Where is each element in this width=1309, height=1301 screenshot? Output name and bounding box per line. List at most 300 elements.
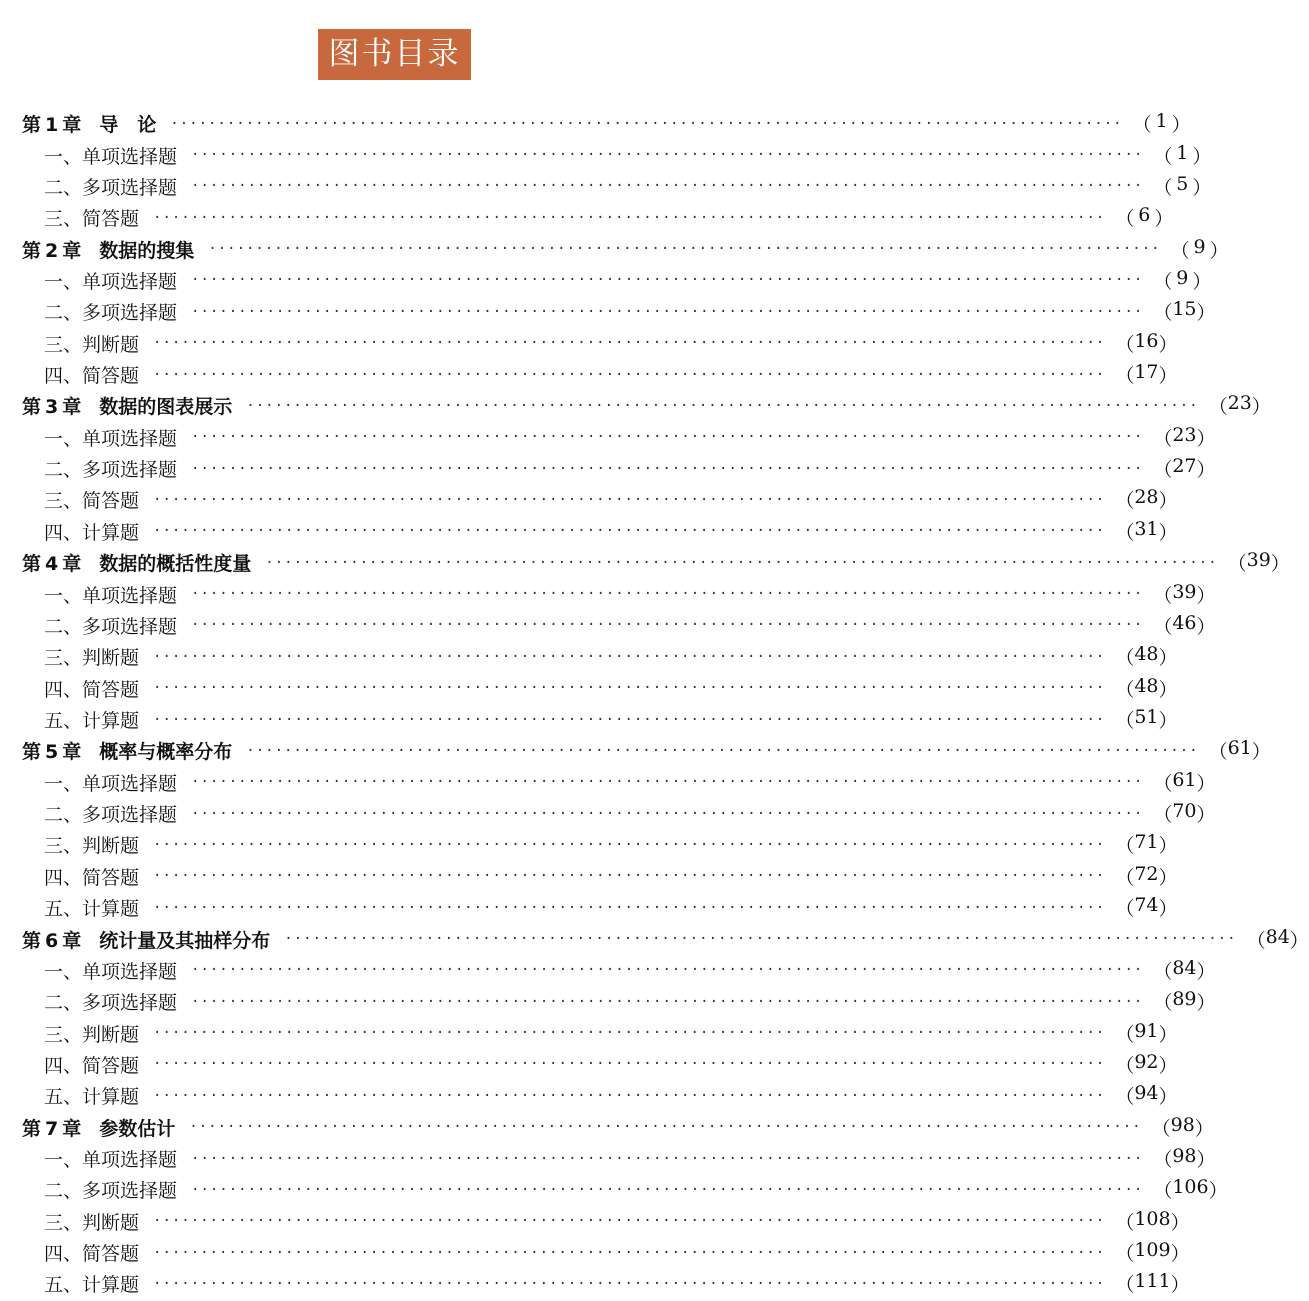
section-label xyxy=(44,643,139,670)
page-number-value: 70 xyxy=(1172,800,1197,823)
dot-leader: ····································································································· xyxy=(208,241,1161,258)
section-title: 五、计算题 xyxy=(44,1086,140,1109)
section-label xyxy=(44,612,177,639)
section-title: 二、多项选择题 xyxy=(44,176,178,199)
page-number xyxy=(1115,1051,1177,1078)
section-title: 五、计算题 xyxy=(44,710,140,732)
toc-chapter-row xyxy=(22,547,1290,578)
dot-leader: ····································································································· xyxy=(191,460,1144,477)
paren-close: ） xyxy=(1196,584,1216,607)
paren-close: ） xyxy=(1208,1180,1228,1203)
dot-leader: ····································································································· xyxy=(191,303,1144,320)
dot-leader: ····································································································· xyxy=(191,1150,1144,1167)
page-number xyxy=(1153,800,1215,827)
paren-open: （ xyxy=(1115,647,1135,670)
page-number-value: 89 xyxy=(1172,988,1197,1011)
section-title: 一、单项选择题 xyxy=(44,960,178,983)
page-number-value: 98 xyxy=(1172,1145,1197,1168)
toc-section-row xyxy=(22,422,1216,453)
page-number-value: 92 xyxy=(1134,1050,1159,1073)
toc-chapter-row xyxy=(22,1112,1214,1143)
toc-section-row xyxy=(22,798,1216,829)
chapter-title: 统计量及其抽样分布 xyxy=(99,929,271,952)
page-number-value: 74 xyxy=(1134,894,1159,917)
toc-chapter-row xyxy=(22,735,1271,766)
paren-close: ） xyxy=(1196,302,1216,325)
chapter-title: 数据的概括性度量 xyxy=(99,553,252,576)
page-number xyxy=(1115,330,1177,357)
paren-open: （ xyxy=(1153,960,1173,983)
dot-leader: ····································································································· xyxy=(189,1119,1142,1136)
section-label xyxy=(44,330,139,357)
toc-section-row xyxy=(22,892,1178,923)
paren-close: ） xyxy=(1158,1023,1178,1046)
dot-leader: ····································································································· xyxy=(153,680,1106,697)
section-label xyxy=(44,361,139,388)
section-title: 三、简答题 xyxy=(44,490,140,513)
page-number xyxy=(1115,894,1177,921)
section-title: 三、判断题 xyxy=(44,647,140,670)
page-number xyxy=(1115,1020,1177,1047)
page-number xyxy=(1115,518,1177,545)
chapter-prefix: 第 xyxy=(22,114,42,137)
chapter-number: 6 xyxy=(45,929,59,952)
page-number xyxy=(1133,110,1191,137)
paren-close: ） xyxy=(1170,1243,1190,1266)
page-number-value: 48 xyxy=(1134,674,1159,697)
section-title: 四、计算题 xyxy=(44,521,140,544)
paren-open: （ xyxy=(1170,239,1190,262)
chapter-suffix: 章 xyxy=(62,741,82,764)
paren-open: （ xyxy=(1115,1023,1135,1046)
paren-close: ） xyxy=(1196,804,1216,827)
section-title: 一、单项选择题 xyxy=(44,427,178,450)
page-number xyxy=(1228,549,1290,576)
toc-section-row xyxy=(22,1206,1190,1237)
dot-leader: ····································································································· xyxy=(191,1181,1144,1198)
chapter-title: 导 论 xyxy=(99,114,157,137)
dot-leader: ····································································································· xyxy=(246,397,1199,414)
dot-leader: ····································································································· xyxy=(284,931,1237,948)
paren-open: （ xyxy=(1115,521,1135,544)
section-label xyxy=(44,1051,139,1078)
page-number xyxy=(1115,486,1177,513)
paren-open: （ xyxy=(1115,1054,1135,1077)
paren-open: （ xyxy=(1227,553,1247,576)
toc-section-row xyxy=(22,1049,1178,1080)
toc-section-row xyxy=(22,672,1178,703)
paren-open: （ xyxy=(1208,741,1228,764)
page-number xyxy=(1153,1145,1215,1172)
paren-open: （ xyxy=(1153,804,1173,827)
paren-close: ） xyxy=(1158,898,1178,921)
page-number-value: 106 xyxy=(1172,1176,1209,1199)
page-number xyxy=(1153,957,1215,984)
paren-open: （ xyxy=(1115,866,1135,889)
paren-open: （ xyxy=(1115,678,1135,701)
page-number xyxy=(1153,769,1215,796)
chapter-number: 2 xyxy=(45,239,59,262)
section-title: 三、判断题 xyxy=(44,333,140,356)
page-number xyxy=(1153,581,1215,608)
page-number xyxy=(1153,298,1215,325)
paren-close: ） xyxy=(1209,239,1229,262)
chapter-suffix: 章 xyxy=(62,929,82,952)
toc-list xyxy=(22,108,1309,1300)
section-label xyxy=(44,1020,139,1047)
dot-leader: ····································································································· xyxy=(191,147,1144,164)
paren-open: （ xyxy=(1153,145,1173,168)
section-label xyxy=(44,800,177,827)
page-number xyxy=(1153,142,1211,169)
toc-section-row xyxy=(22,1268,1190,1299)
chapter-title: 数据的搜集 xyxy=(99,239,195,262)
chapter-suffix: 章 xyxy=(62,239,82,262)
toc-section-row xyxy=(22,453,1216,484)
toc-chapter-row xyxy=(22,233,1229,264)
paren-close: ） xyxy=(1158,710,1178,732)
page-number xyxy=(1153,173,1211,200)
toc-chapter-row xyxy=(22,923,1309,954)
page-number-value: 61 xyxy=(1172,768,1197,791)
toc-chapter-row xyxy=(22,390,1271,421)
paren-open: （ xyxy=(1153,302,1173,325)
paren-open: （ xyxy=(1153,459,1173,482)
section-label xyxy=(44,204,139,231)
chapter-prefix: 第 xyxy=(22,239,42,262)
paren-open: （ xyxy=(1115,490,1135,513)
page-number-value: 98 xyxy=(1170,1113,1195,1136)
chapter-number: 4 xyxy=(45,553,59,576)
paren-open: （ xyxy=(1115,1086,1135,1109)
chapter-prefix: 第 xyxy=(22,741,42,764)
page-number-value: 39 xyxy=(1246,549,1271,572)
chapter-number: 5 xyxy=(45,741,59,764)
toc-section-row xyxy=(22,1174,1228,1205)
section-title: 二、多项选择题 xyxy=(44,302,178,325)
chapter-label xyxy=(22,549,251,576)
chapter-suffix: 章 xyxy=(62,114,82,137)
section-label xyxy=(44,455,177,482)
dot-leader: ····································································································· xyxy=(153,836,1106,853)
page-number xyxy=(1153,1176,1227,1203)
section-title: 四、简答题 xyxy=(44,1243,140,1266)
section-label xyxy=(44,831,139,858)
section-title: 四、简答题 xyxy=(44,1054,140,1077)
paren-open: （ xyxy=(1153,1180,1173,1203)
page-number xyxy=(1115,706,1177,733)
section-title: 一、单项选择题 xyxy=(44,584,178,607)
page-number xyxy=(1153,424,1215,451)
dot-leader: ····································································································· xyxy=(191,178,1144,195)
paren-close: ） xyxy=(1158,835,1178,858)
paren-close: ） xyxy=(1251,396,1271,419)
section-title: 二、多项选择题 xyxy=(44,992,178,1015)
page-number xyxy=(1115,1082,1177,1109)
toc-section-row xyxy=(22,641,1178,672)
paren-close: ） xyxy=(1158,1054,1178,1077)
section-label xyxy=(44,863,139,890)
dot-leader: ····································································································· xyxy=(153,335,1106,352)
paren-close: ） xyxy=(1196,459,1216,482)
page-number-value: 23 xyxy=(1172,423,1197,446)
paren-close: ） xyxy=(1251,741,1271,764)
paren-close: ） xyxy=(1196,772,1216,795)
paren-close: ） xyxy=(1196,992,1216,1015)
paren-close: ） xyxy=(1289,929,1309,952)
paren-open: （ xyxy=(1115,1243,1135,1266)
page-number-value: 48 xyxy=(1134,643,1159,666)
dot-leader: ····································································································· xyxy=(170,115,1123,132)
page-number-value: 84 xyxy=(1265,925,1290,948)
page-number xyxy=(1115,204,1173,231)
page-number xyxy=(1153,267,1211,294)
dot-leader: ····································································································· xyxy=(153,1056,1106,1073)
dot-leader: ····································································································· xyxy=(153,1087,1106,1104)
paren-open: （ xyxy=(1153,270,1173,293)
toc-section-row xyxy=(22,1080,1178,1111)
paren-close: ） xyxy=(1192,145,1212,168)
page-number-value: 61 xyxy=(1227,737,1252,760)
section-label xyxy=(44,1239,139,1266)
dot-leader: ····································································································· xyxy=(153,1275,1106,1292)
toc-section-row xyxy=(22,704,1178,735)
dot-leader: ····································································································· xyxy=(153,899,1106,916)
chapter-title: 概率与概率分布 xyxy=(99,741,233,764)
toc-section-row xyxy=(22,767,1216,798)
paren-close: ） xyxy=(1158,521,1178,544)
chapter-label xyxy=(22,737,232,764)
toc-section-row xyxy=(22,328,1178,359)
paren-close: ） xyxy=(1196,615,1216,638)
page-number-value: 91 xyxy=(1134,1019,1159,1042)
page-number xyxy=(1171,236,1229,263)
chapter-suffix: 章 xyxy=(62,553,82,576)
paren-close: ） xyxy=(1158,647,1178,670)
page-number-value: 28 xyxy=(1134,486,1159,509)
chapter-number: 3 xyxy=(45,396,59,419)
dot-leader: ····································································································· xyxy=(153,491,1106,508)
section-label xyxy=(44,1270,139,1297)
section-label xyxy=(44,675,139,702)
paren-close: ） xyxy=(1196,960,1216,983)
section-title: 一、单项选择题 xyxy=(44,1149,178,1172)
page-number-value: 111 xyxy=(1134,1270,1171,1293)
paren-open: （ xyxy=(1153,992,1173,1015)
chapter-label xyxy=(22,926,270,953)
paren-open: （ xyxy=(1153,1149,1173,1172)
section-label xyxy=(44,1208,139,1235)
dot-leader: ····································································································· xyxy=(153,648,1106,665)
dot-leader: ····································································································· xyxy=(191,272,1144,289)
section-label xyxy=(44,988,177,1015)
section-title: 一、单项选择题 xyxy=(44,772,178,795)
page-number-value: 23 xyxy=(1227,392,1252,415)
dot-leader: ····································································································· xyxy=(246,742,1199,759)
chapter-title: 数据的图表展示 xyxy=(99,396,233,419)
dot-leader: ····································································································· xyxy=(191,993,1144,1010)
paren-close: ） xyxy=(1270,553,1290,576)
paren-close: ） xyxy=(1158,333,1178,356)
paren-open: （ xyxy=(1153,615,1173,638)
chapter-label xyxy=(22,110,156,137)
chapter-label xyxy=(22,392,232,419)
toc-section-row xyxy=(22,1017,1178,1048)
section-label xyxy=(44,1082,139,1109)
paren-open: （ xyxy=(1115,1274,1135,1297)
page-number xyxy=(1153,612,1215,639)
section-title: 三、判断题 xyxy=(44,1211,140,1234)
toc-section-row xyxy=(22,484,1178,515)
toc-section-row xyxy=(22,296,1216,327)
toc-section-row xyxy=(22,265,1212,296)
page-number-value: 108 xyxy=(1134,1207,1171,1230)
page-number-value: 72 xyxy=(1134,862,1159,885)
paren-open: （ xyxy=(1115,208,1135,231)
dot-leader: ····································································································· xyxy=(153,1025,1106,1042)
paren-close: ） xyxy=(1158,365,1178,388)
dot-leader: ····································································································· xyxy=(153,209,1106,226)
paren-open: （ xyxy=(1153,772,1173,795)
section-title: 三、判断题 xyxy=(44,835,140,858)
page-number xyxy=(1115,831,1177,858)
chapter-number: 1 xyxy=(45,114,59,137)
section-title: 五、计算题 xyxy=(44,898,140,921)
page-number-value: 6 xyxy=(1138,204,1151,227)
paren-close: ） xyxy=(1158,678,1178,701)
section-label xyxy=(44,518,139,545)
chapter-prefix: 第 xyxy=(22,553,42,576)
dot-leader: ····································································································· xyxy=(153,711,1106,728)
paren-close: ） xyxy=(1196,427,1216,450)
section-label xyxy=(44,298,177,325)
page-number-value: 16 xyxy=(1134,329,1159,352)
paren-open: （ xyxy=(1153,584,1173,607)
page-number xyxy=(1115,643,1177,670)
section-title: 二、多项选择题 xyxy=(44,1180,178,1203)
section-title: 四、简答题 xyxy=(44,365,140,388)
section-label xyxy=(44,957,177,984)
section-title: 二、多项选择题 xyxy=(44,804,178,827)
page-number xyxy=(1209,737,1271,764)
toc-section-row xyxy=(22,610,1216,641)
section-title: 四、简答题 xyxy=(44,678,140,701)
dot-leader: ····································································································· xyxy=(153,868,1106,885)
chapter-label xyxy=(22,1114,175,1141)
page-number-value: 17 xyxy=(1134,361,1159,384)
dot-leader: ····································································································· xyxy=(153,1244,1106,1261)
paren-close: ） xyxy=(1158,490,1178,513)
dot-leader: ····································································································· xyxy=(191,429,1144,446)
section-title: 一、单项选择题 xyxy=(44,145,178,168)
page-number xyxy=(1247,926,1309,953)
page-number-value: 15 xyxy=(1172,298,1197,321)
page-number xyxy=(1153,455,1215,482)
section-label xyxy=(44,769,177,796)
page-number xyxy=(1115,1270,1189,1297)
paren-open: （ xyxy=(1115,835,1135,858)
section-label xyxy=(44,142,177,169)
dot-leader: ····································································································· xyxy=(191,586,1144,603)
chapter-prefix: 第 xyxy=(22,396,42,419)
paren-close: ） xyxy=(1158,866,1178,889)
section-label xyxy=(44,581,177,608)
toc-header-badge: 图书目录 xyxy=(318,29,471,80)
toc-section-row xyxy=(22,1237,1190,1268)
paren-close: ） xyxy=(1170,1274,1190,1297)
chapter-number: 7 xyxy=(45,1117,59,1140)
paren-open: （ xyxy=(1115,365,1135,388)
dot-leader: ····································································································· xyxy=(153,366,1106,383)
toc-section-row xyxy=(22,1143,1216,1174)
section-label xyxy=(44,894,139,921)
toc-chapter-row xyxy=(22,108,1191,139)
page-number-value: 1 xyxy=(1176,141,1189,164)
toc-section-row xyxy=(22,578,1216,609)
paren-close: ） xyxy=(1194,1117,1214,1140)
toc-section-row xyxy=(22,516,1178,547)
page-number-value: 27 xyxy=(1172,455,1197,478)
page-number-value: 9 xyxy=(1193,235,1206,258)
section-label xyxy=(44,1145,177,1172)
paren-open: （ xyxy=(1132,114,1152,137)
page-number-value: 71 xyxy=(1134,831,1159,854)
section-title: 一、单项选择题 xyxy=(44,270,178,293)
paren-close: ） xyxy=(1192,270,1212,293)
dot-leader: ····································································································· xyxy=(191,962,1144,979)
chapter-label xyxy=(22,236,194,263)
section-title: 二、多项选择题 xyxy=(44,459,178,482)
paren-close: ） xyxy=(1192,176,1212,199)
section-title: 三、简答题 xyxy=(44,208,140,231)
page-number xyxy=(1115,1208,1189,1235)
section-label xyxy=(44,486,139,513)
section-label xyxy=(44,173,177,200)
section-label xyxy=(44,267,177,294)
dot-leader: ····································································································· xyxy=(191,617,1144,634)
chapter-title: 参数估计 xyxy=(99,1117,176,1140)
paren-close: ） xyxy=(1154,208,1174,231)
page-number-value: 46 xyxy=(1172,611,1197,634)
paren-open: （ xyxy=(1115,710,1135,732)
paren-open: （ xyxy=(1153,427,1173,450)
paren-close: ） xyxy=(1158,1086,1178,1109)
paren-open: （ xyxy=(1246,929,1266,952)
page-number-value: 39 xyxy=(1172,580,1197,603)
section-title: 五、计算题 xyxy=(44,1274,140,1297)
chapter-suffix: 章 xyxy=(62,1117,82,1140)
page-number xyxy=(1115,1239,1189,1266)
page-number-value: 1 xyxy=(1155,110,1168,133)
toc-section-row xyxy=(22,202,1174,233)
paren-close: ） xyxy=(1196,1149,1216,1172)
page-number-value: 94 xyxy=(1134,1082,1159,1105)
section-label xyxy=(44,1176,177,1203)
dot-leader: ····································································································· xyxy=(153,1213,1106,1230)
paren-close: ） xyxy=(1171,114,1191,137)
section-label xyxy=(44,706,139,733)
toc-section-row xyxy=(22,139,1212,170)
toc-section-row xyxy=(22,359,1178,390)
paren-open: （ xyxy=(1153,176,1173,199)
page-number-value: 84 xyxy=(1172,956,1197,979)
dot-leader: ····································································································· xyxy=(153,523,1106,540)
dot-leader: ····································································································· xyxy=(265,554,1218,571)
toc-section-row xyxy=(22,171,1212,202)
page-number xyxy=(1115,863,1177,890)
section-title: 四、简答题 xyxy=(44,866,140,889)
page-number-value: 109 xyxy=(1134,1239,1171,1262)
